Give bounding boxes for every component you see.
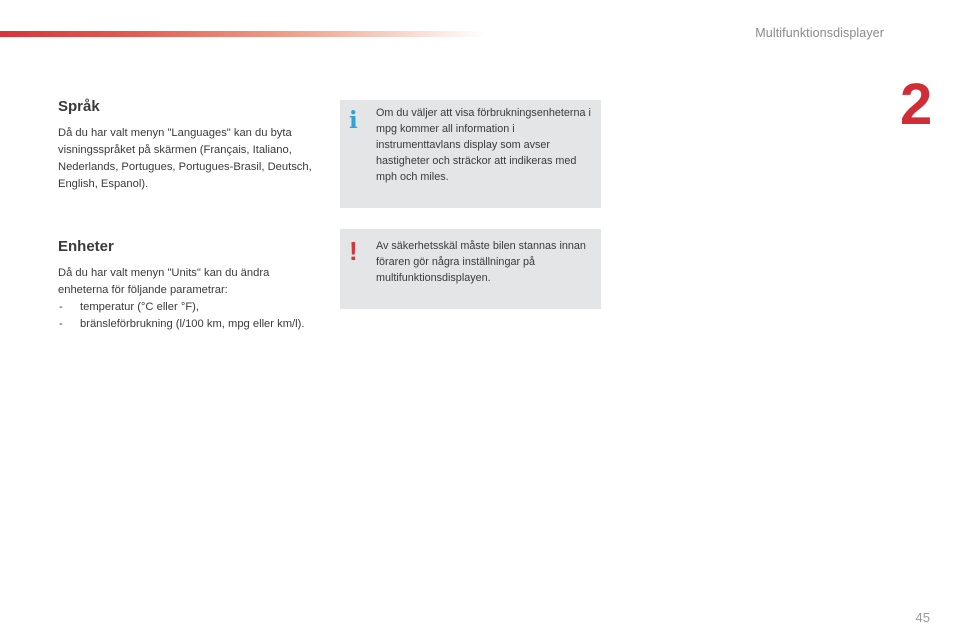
section-units xyxy=(58,238,320,333)
header-accent-bar xyxy=(0,31,485,37)
section-text-language: Då du har valt menyn "Languages" kan du byta visningsspråket på skärmen (Français, Italiano, Nederlands, Portugues, Portugues-Brasil, Deutsch, English, Espanol). xyxy=(58,127,312,190)
section-title-language: Språk xyxy=(58,98,100,115)
chapter-title: Multifunktionsdisplayer xyxy=(755,26,884,40)
section-text-units: Då du har valt menyn "Units" kan du ändra enheterna för följande parametrar: xyxy=(58,267,270,296)
list-item: - bränsleförbrukning (l/100 km, mpg eller km/l). xyxy=(58,316,320,333)
info-note-text: Om du väljer att visa förbrukningsenheterna i mpg kommer all information i instrumenttavlans display som avser hastigheter och sträckor att indikeras med mph och miles. xyxy=(376,107,591,183)
warning-note xyxy=(340,229,601,309)
warning-note-text: Av säkerhetsskäl måste bilen stannas innan föraren gör några inställningar på multifunktionsdisplayen. xyxy=(376,240,586,284)
info-note xyxy=(340,100,601,208)
units-parameter-list xyxy=(58,299,320,333)
section-language xyxy=(58,98,320,193)
list-item: - temperatur (°C eller °F), xyxy=(58,299,320,316)
section-title-units: Enheter xyxy=(58,238,114,255)
info-icon: i xyxy=(349,107,358,134)
chapter-number: 2 xyxy=(900,72,933,137)
page-number: 45 xyxy=(915,610,930,625)
warning-icon: ! xyxy=(349,236,358,266)
